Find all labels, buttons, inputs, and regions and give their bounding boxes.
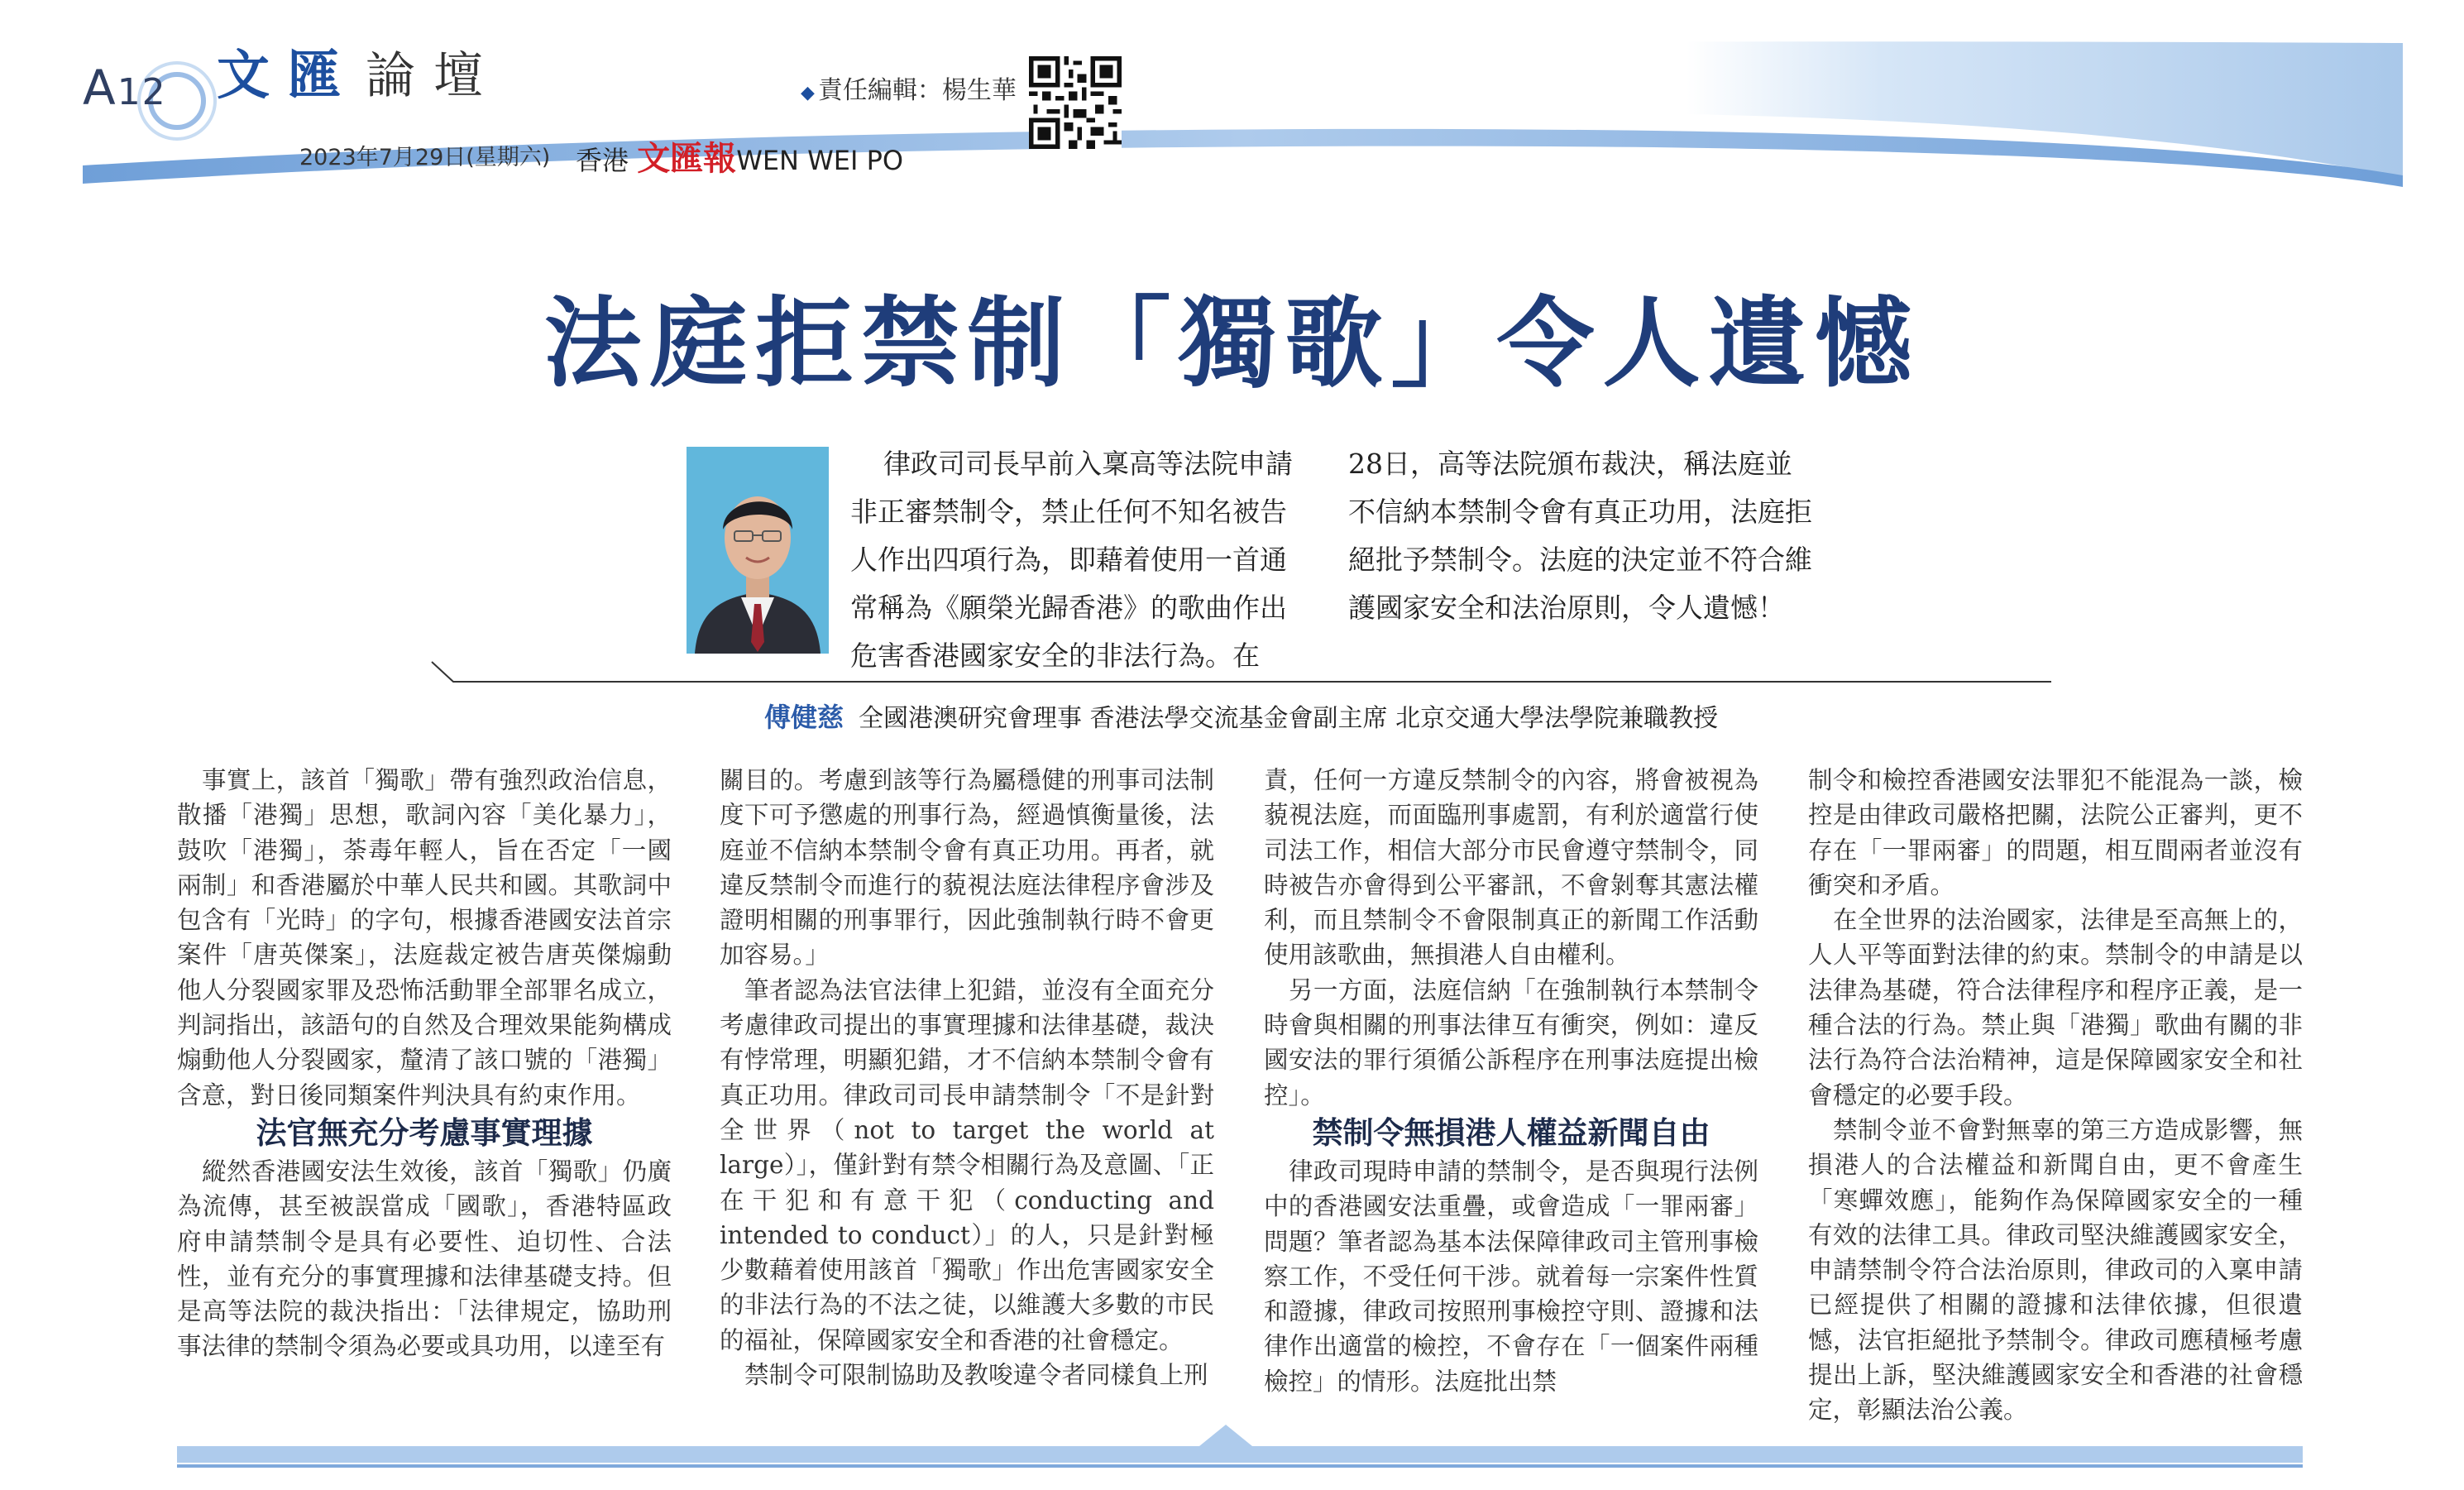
intro-paragraph-2: 28日，高等法院頒布裁決，稱法庭並不信納本禁制令會有真正功用，法庭拒絕批予禁制令。法庭的決定並不符合維護國家安全和法治原則，令人遺憾！ <box>1348 448 1812 624</box>
paragraph: 事實上，該首「獨歌」帶有強烈政治信息，散播「港獨」思想，歌詞內容「美化暴力」，鼓吹「港獨」，荼毒年輕人，旨在否定「一國兩制」和香港屬於中華人民共和國。其歌詞中包含有「光時」的字句，根據香港國安法首宗案件「唐英傑案」，法庭裁定被告唐英傑煽動他人分裂國家罪及恐怖活動罪全部罪名成立，判詞指出，該語句的自然及合理效果能夠構成煽動他人分裂國家，釐清了該口號的「港獨」含意，對日後同類案件判決具有約束作用。 <box>177 766 672 1109</box>
author-titles: 全國港澳研究會理事 香港法學交流基金會副主席 北京交通大學法學院兼職教授 <box>859 704 1719 733</box>
diamond-bullet-icon: ◆ <box>801 83 815 103</box>
paragraph: 縱然香港國安法生效後，該首「獨歌」仍廣為流傳，甚至被誤當成「國歌」，香港特區政府申請禁制令是具有必要性、迫切性、合法性，並有充分的事實理據和法律基礎支持。但是高等法院的裁決指出：「法律規定，協助刑事法律的禁制令須為必要或具功用，以達至有 <box>177 1157 672 1361</box>
paragraph: 關目的。考慮到該等行為屬穩健的刑事司法制度下可予懲處的刑事行為，經過慎衡量後，法庭並不信納本禁制令會有真正功用。再者，就違反禁制令而進行的藐視法庭法律程序會涉及證明相關的刑事罪行，因此強制執行時不會更加容易。」 <box>720 766 1214 970</box>
intro-paragraph-1: 律政司司長早前入稟高等法院申請非正審禁制令，禁止任何不知名被告人作出四項行為，即藉着使用一首通常稱為《願榮光歸香港》的歌曲作出危害香港國家安全的非法行為。在 <box>850 448 1293 672</box>
editor-credit: ◆ 責任編輯：楊生華 <box>801 76 1017 105</box>
page-number: A12 <box>83 60 167 116</box>
issue-date: 2023年7月29日(星期六) <box>299 145 551 170</box>
paragraph: 律政司現時申請的禁制令，是否與現行法例中的香港國安法重疊，或會造成「一罪兩審」問題？筆者認為基本法保障律政司主管刑事檢察工作，不受任何干涉。就着每一宗案件性質和證據，律政司按照刑事檢控守則、證據和法律作出適當的檢控，不會存在「一個案件兩種檢控」的情形。法庭批出禁 <box>1264 1157 1758 1396</box>
paper-name: 香港 文匯報WEN WEI PO <box>576 139 904 178</box>
paragraph: 禁制令並不會對無辜的第三方造成影響，無損港人的合法權益和新聞自由，更不會產生「寒蟬效應」，能夠作為保障國家安全的一種有效的法律工具。律政司堅決維護國家安全，申請禁制令符合法治原則，律政司的入稟申請已經提供了相關的證據和法律依據，但很遺憾，法官拒絕批予禁制令。律政司應積極考慮提出上訴，堅決維護國家安全和香港的社會穩定，彰顯法治公義。 <box>1808 1115 2303 1425</box>
paragraph: 責，任何一方違反禁制令的內容，將會被視為藐視法庭，而面臨刑事處罰，有利於適當行使司法工作，相信大部分市民會遵守禁制令，同時被告亦會得到公平審訊，不會剝奪其憲法權利，而且禁制令不會限制真正的新聞工作活動使用該歌曲，無損港人自由權利。 <box>1264 766 1758 970</box>
paper-logo: 文匯報 <box>637 139 737 178</box>
subheading-2: 禁制令無損港人權益新聞自由 <box>1312 1114 1710 1151</box>
paragraph: 制令和檢控香港國安法罪犯不能混為一談，檢控是由律政司嚴格把關，法院公正審判，更不存在「一罪兩審」的問題，相互間兩者並沒有衝突和矛盾。 <box>1808 766 2303 899</box>
author-name: 傅健慈 <box>764 702 844 733</box>
column-name: 論壇 <box>366 47 501 105</box>
paragraph: 另一方面，法庭信納「在強制執行本禁制令時會與相關的刑事法律互有衝突，例如：違反國安法的罪行須循公訴程序在刑事法庭提出檢控」。 <box>1264 975 1758 1109</box>
column-brand: 文匯 <box>217 46 359 107</box>
paragraph: 禁制令可限制協助及教唆違令者同樣負上刑 <box>744 1361 1208 1390</box>
subheading-1: 法官無充分考慮事實理據 <box>256 1114 593 1151</box>
paragraph: 在全世界的法治國家，法律是至高無上的，人人平等面對法律的約束。禁制令的申請是以法律為基礎，符合法律程序和程序正義，是一種合法的行為。禁止與「港獨」歌曲有關的非法行為符合法治精神，這是保障國家安全和社會穩定的必要手段。 <box>1808 906 2303 1109</box>
article-headline: 法庭拒禁制「獨歌」令人遺憾 <box>543 285 1921 400</box>
paragraph: 筆者認為法官法律上犯錯，並沒有全面充分考慮律政司提出的事實理據和法律基礎，裁決有悖常理，明顯犯錯，才不信納本禁制令會有真正功用。律政司司長申請禁制令「不是針對全世界（not to target the world at large）」，僅針對有禁令相關行為及意圖、「正在干犯和有意干犯（conducting and intended to conduct）」的人，只是針對極少數藉着使用該首「獨歌」作出危害國家安全的非法行為的不法之徒，以維護大多數的市民的福祉，保障國家安全和香港的社會穩定。 <box>720 975 1214 1354</box>
